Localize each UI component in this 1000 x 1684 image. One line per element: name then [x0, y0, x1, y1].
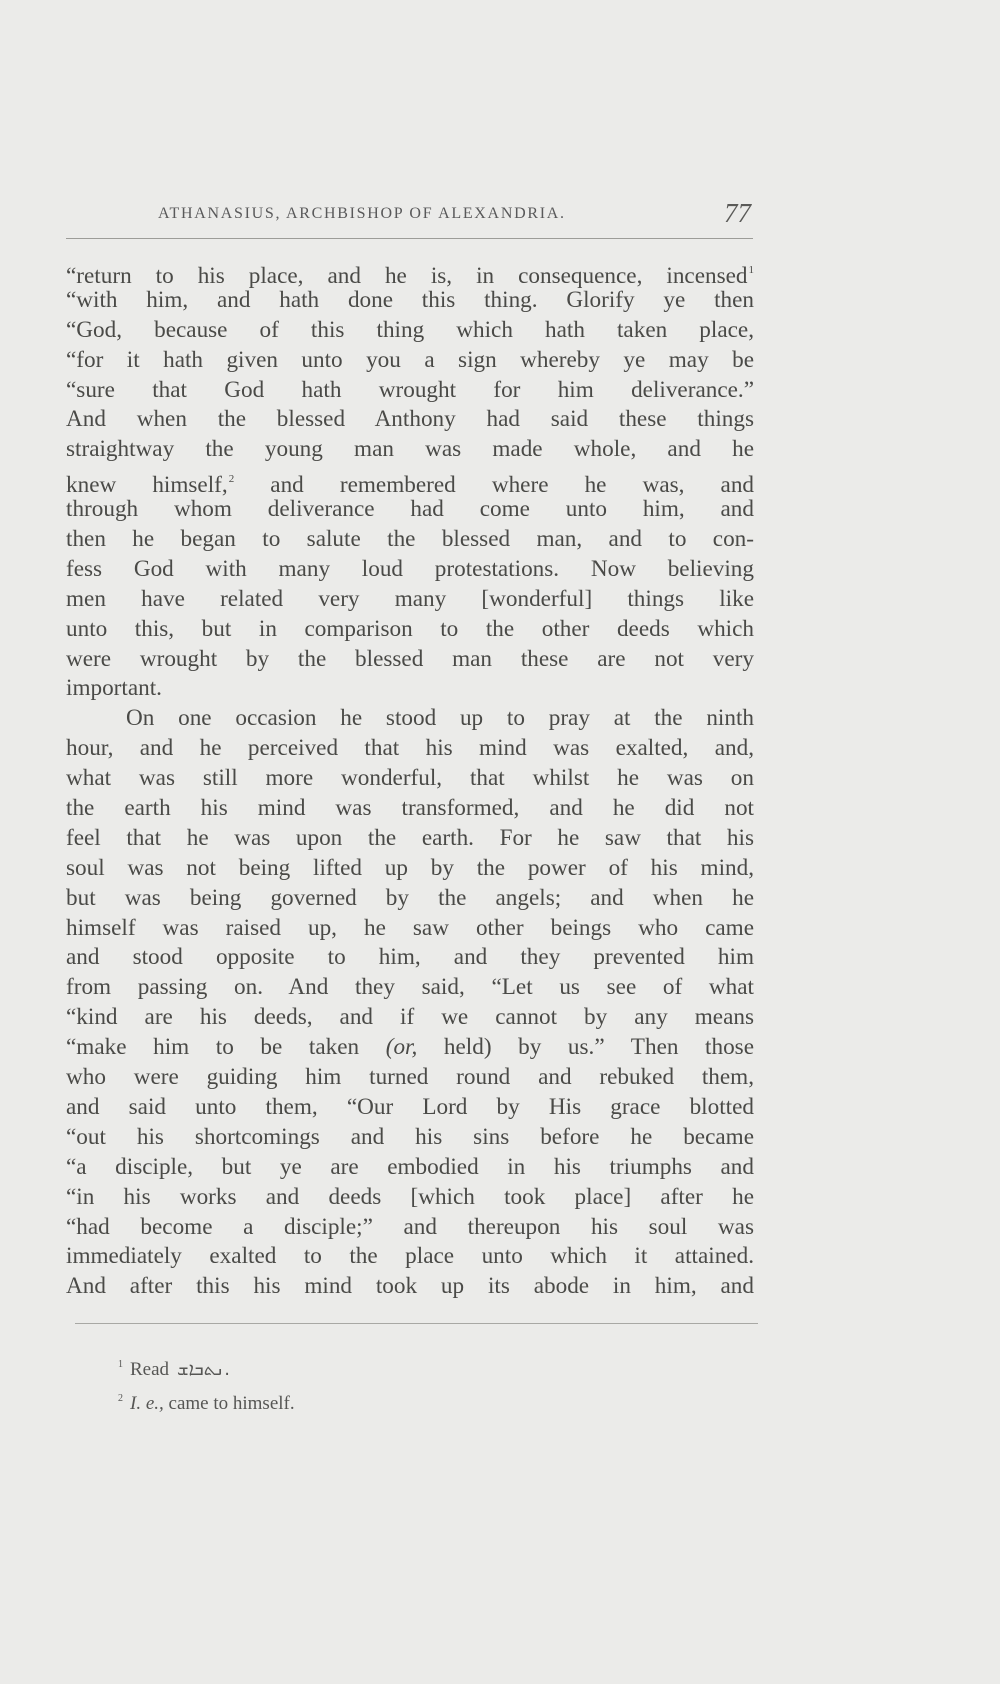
text-line-1: [66, 256, 754, 289]
text-line-2: “with him, and hath done this thing. Glorify ye then: [66, 286, 754, 313]
text-line-12: men have related very many [wonderful] things like: [66, 585, 754, 612]
text-line-23: himself was raised up, he saw other beings who came: [66, 914, 754, 941]
footnote-1: [118, 1350, 638, 1384]
running-head: [66, 198, 753, 234]
running-title: ATHANASIUS, ARCHBISHOP OF ALEXANDRIA.: [158, 205, 566, 222]
text-line-27-start: “make him to be taken: [66, 1034, 360, 1061]
text-line-34: immediately exalted to the place unto which it attained.: [66, 1243, 754, 1270]
footnote-rule: [75, 1323, 758, 1324]
body-text: [66, 256, 754, 1302]
text-line-5: “sure that God hath wrought for him deliverance.”: [66, 376, 754, 403]
footnote-mark-2: 2: [118, 1393, 123, 1404]
text-line-33: “had become a disciple;” and thereupon his soul was: [66, 1213, 754, 1240]
text-line-14: were wrought by the blessed man these are not very: [66, 645, 754, 672]
text-line-35: And after this his mind took up its abode in him, and: [66, 1273, 754, 1300]
text-line-25: from passing on. And they said, “Let us see of what: [66, 974, 754, 1001]
text-line-15: important.: [66, 675, 162, 702]
text-line-16: On one occasion he stood up to pray at the ninth: [126, 705, 754, 732]
text-line-17: hour, and he perceived that his mind was exalted, and,: [66, 735, 754, 762]
text-line-28: who were guiding him turned round and rebuked them,: [66, 1064, 754, 1091]
text-line-3: “God, because of this thing which hath taken place,: [66, 316, 754, 343]
text-line-26: “kind are his deeds, and if we cannot by any means: [66, 1004, 754, 1031]
text-line-27: [66, 1033, 754, 1063]
text-line-11: fess God with many loud protestations. Now believing: [66, 555, 754, 582]
text-line-9: through whom deliverance had come unto him, and: [66, 496, 754, 523]
footnotes: [118, 1350, 638, 1418]
text-line-18: what was still more wonderful, that whilst he was on: [66, 765, 754, 792]
text-line-27-italic: (or,: [385, 1034, 418, 1061]
text-line-8: [66, 465, 755, 499]
text-line-21: soul was not being lifted up by the power of his mind,: [66, 854, 754, 881]
text-line-29: and said unto them, “Our Lord by His grace blotted: [66, 1093, 754, 1120]
footnote-ref-2: 2: [228, 473, 235, 486]
footnote-2-italic: I. e.,: [130, 1393, 164, 1414]
text-line-1-text: “return to his place, and he is, in consequence, incensed: [66, 263, 748, 289]
text-line-6: And when the blessed Anthony had said these things: [66, 406, 754, 433]
text-line-19: the earth his mind was transformed, and he did not: [66, 795, 754, 822]
text-line-8-rest: and remembered where he was, and: [234, 472, 755, 499]
text-line-24: and stood opposite to him, and they prevented him: [66, 944, 754, 971]
text-line-20: feel that he was upon the earth. For he saw that his: [66, 824, 754, 851]
text-line-13: unto this, but in comparison to the other deeds which: [66, 615, 754, 642]
footnote-2: [118, 1384, 638, 1418]
text-line-32: “in his works and deeds [which took place] after he: [66, 1183, 754, 1210]
text-line-22: but was being governed by the angels; and when he: [66, 884, 754, 911]
footnote-2-text: came to himself.: [168, 1393, 295, 1414]
text-line-8-start: knew himself,: [66, 472, 228, 499]
text-line-4: “for it hath given unto you a sign whereby ye may be: [66, 346, 754, 373]
page-number: 77: [724, 198, 751, 228]
syriac-word: ܢܬܒܐܫ.: [177, 1359, 230, 1380]
header-rule: [66, 238, 753, 239]
text-line-7: straightway the young man was made whole, and he: [66, 436, 754, 463]
text-line-27-rest: held) by us.” Then those: [417, 1034, 754, 1061]
footnote-1-text: Read: [130, 1359, 170, 1380]
text-line-31: “a disciple, but ye are embodied in his triumphs and: [66, 1153, 754, 1180]
footnote-ref-1: 1: [748, 264, 754, 276]
footnote-mark-1: 1: [118, 1359, 123, 1370]
text-line-10: then he began to salute the blessed man, and to con-: [66, 526, 754, 553]
text-line-30: “out his shortcomings and his sins before he became: [66, 1123, 754, 1150]
